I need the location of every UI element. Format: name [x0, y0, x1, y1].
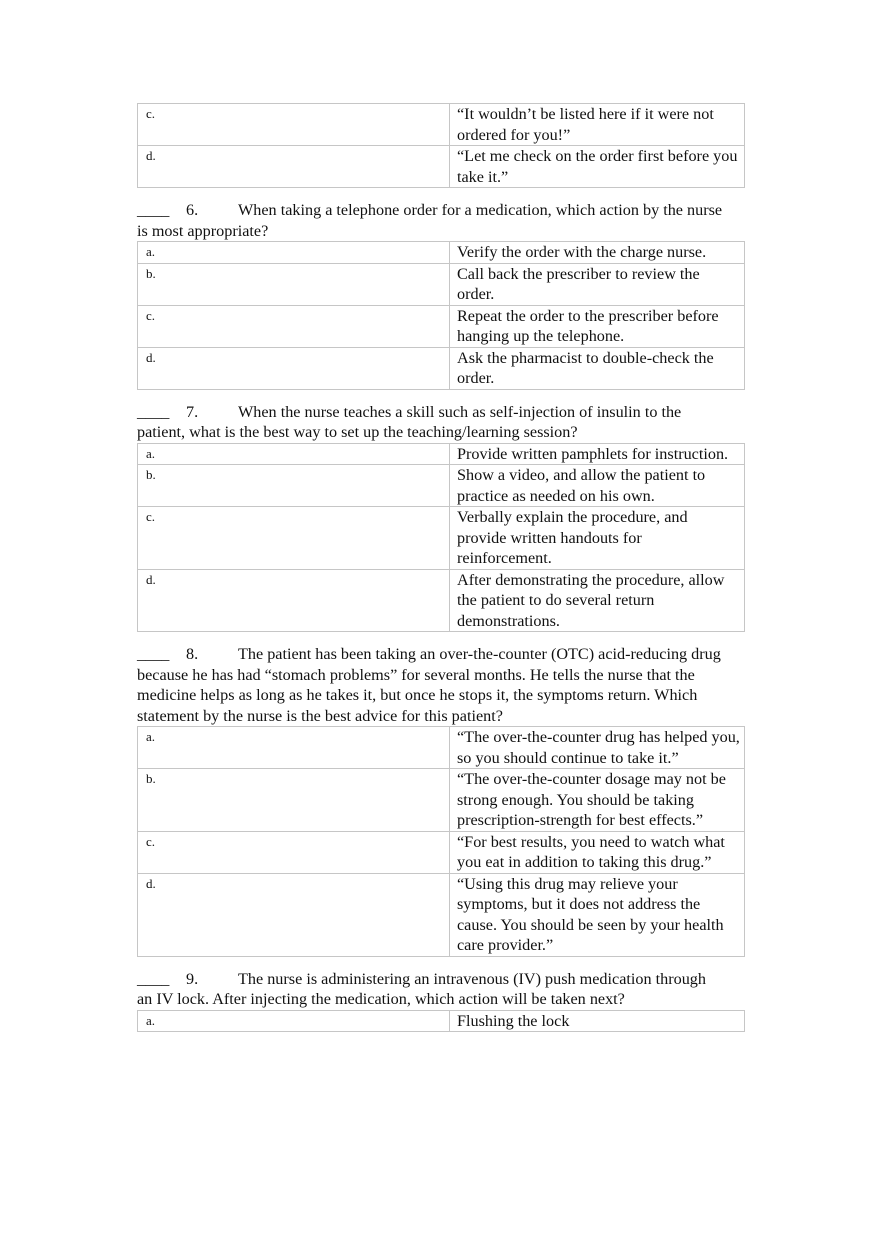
option-text: Verify the order with the charge nurse. [450, 242, 745, 264]
option-letter: a. [138, 727, 450, 769]
document-page [137, 103, 745, 1032]
option-letter: c. [138, 305, 450, 347]
option-text: Verbally explain the procedure, and provide written handouts for reinforcement. [450, 507, 745, 570]
answer-blank: ____ [137, 201, 170, 219]
option-text: After demonstrating the procedure, allow the patient to do several return demonstrations. [450, 569, 745, 632]
answer-blank: ____ [137, 645, 170, 663]
options-table-q5 [137, 103, 745, 188]
option-letter: d. [138, 569, 450, 632]
option-row [138, 347, 745, 389]
option-row [138, 242, 745, 264]
answer-blank: ____ [137, 969, 170, 988]
option-row [138, 305, 745, 347]
option-letter: c. [138, 507, 450, 570]
option-text: Call back the prescriber to review the order. [450, 263, 745, 305]
option-text: “The over-the-counter drug has helped you, so you should continue to take it.” [450, 727, 745, 769]
option-text: Show a video, and allow the patient to practice as needed on his own. [450, 465, 745, 507]
option-letter: c. [138, 104, 450, 146]
answer-blank: ____ [137, 402, 170, 421]
option-letter: d. [138, 873, 450, 956]
option-text: Ask the pharmacist to double-check the order. [450, 347, 745, 389]
option-letter: b. [138, 769, 450, 832]
question-text-continued: patient, what is the best way to set up the teaching/learning session? [137, 423, 578, 441]
question-number: 8. [186, 645, 199, 663]
question-text: The nurse is administering an intravenous (IV) push medication through [238, 969, 706, 988]
question-text-continued: is most appropriate? [137, 221, 269, 240]
options-table-q6 [137, 241, 745, 390]
option-letter: c. [138, 831, 450, 873]
option-row [138, 727, 745, 769]
option-row [138, 263, 745, 305]
option-row [138, 146, 745, 188]
option-letter: d. [138, 347, 450, 389]
option-row [138, 104, 745, 146]
option-letter: a. [138, 242, 450, 264]
option-text: “The over-the-counter dosage may not be strong enough. You should be taking prescription-strength for best effects.” [450, 769, 745, 832]
option-text: “For best results, you need to watch what you eat in addition to taking this drug.” [450, 831, 745, 873]
option-row [138, 465, 745, 507]
option-text: “It wouldn’t be listed here if it were not ordered for you!” [450, 104, 745, 146]
question-text: When taking a telephone order for a medication, which action by the nurse [238, 201, 723, 219]
option-row [138, 769, 745, 832]
question-text-continued: because he has had “stomach problems” for several months. He tells the nurse that the medicine helps as long as he takes it, but once he stops it, the symptoms return. Which statement by the nurse is the best advice for this patient? [137, 665, 698, 725]
question-number: 7. [186, 402, 199, 421]
option-letter: b. [138, 465, 450, 507]
question-number: 9. [186, 969, 199, 988]
options-table-q8 [137, 726, 745, 957]
option-text: Provide written pamphlets for instruction. [450, 443, 745, 465]
option-text: “Using this drug may relieve your symptoms, but it does not address the cause. You should be seen by your health care provider.” [450, 873, 745, 956]
question-8 [137, 644, 745, 726]
option-row [138, 507, 745, 570]
question-text: When the nurse teaches a skill such as self-injection of insulin to the [238, 402, 682, 421]
question-number: 6. [186, 201, 199, 219]
option-row [138, 443, 745, 465]
option-text: “Let me check on the order first before you take it.” [450, 146, 745, 188]
option-row [138, 873, 745, 956]
question-text: The patient has been taking an over-the-counter (OTC) acid-reducing drug [238, 645, 721, 663]
option-row [138, 1010, 745, 1032]
option-row [138, 569, 745, 632]
option-letter: b. [138, 263, 450, 305]
option-text: Repeat the order to the prescriber before hanging up the telephone. [450, 305, 745, 347]
question-7 [137, 402, 745, 443]
question-text-continued: an IV lock. After injecting the medication, which action will be taken next? [137, 990, 625, 1008]
option-letter: d. [138, 146, 450, 188]
option-letter: a. [138, 1010, 450, 1032]
option-letter: a. [138, 443, 450, 465]
options-table-q9 [137, 1010, 745, 1033]
option-row [138, 831, 745, 873]
question-9 [137, 969, 745, 1010]
option-text: Flushing the lock [450, 1010, 745, 1032]
question-6 [137, 200, 745, 241]
options-table-q7 [137, 443, 745, 633]
